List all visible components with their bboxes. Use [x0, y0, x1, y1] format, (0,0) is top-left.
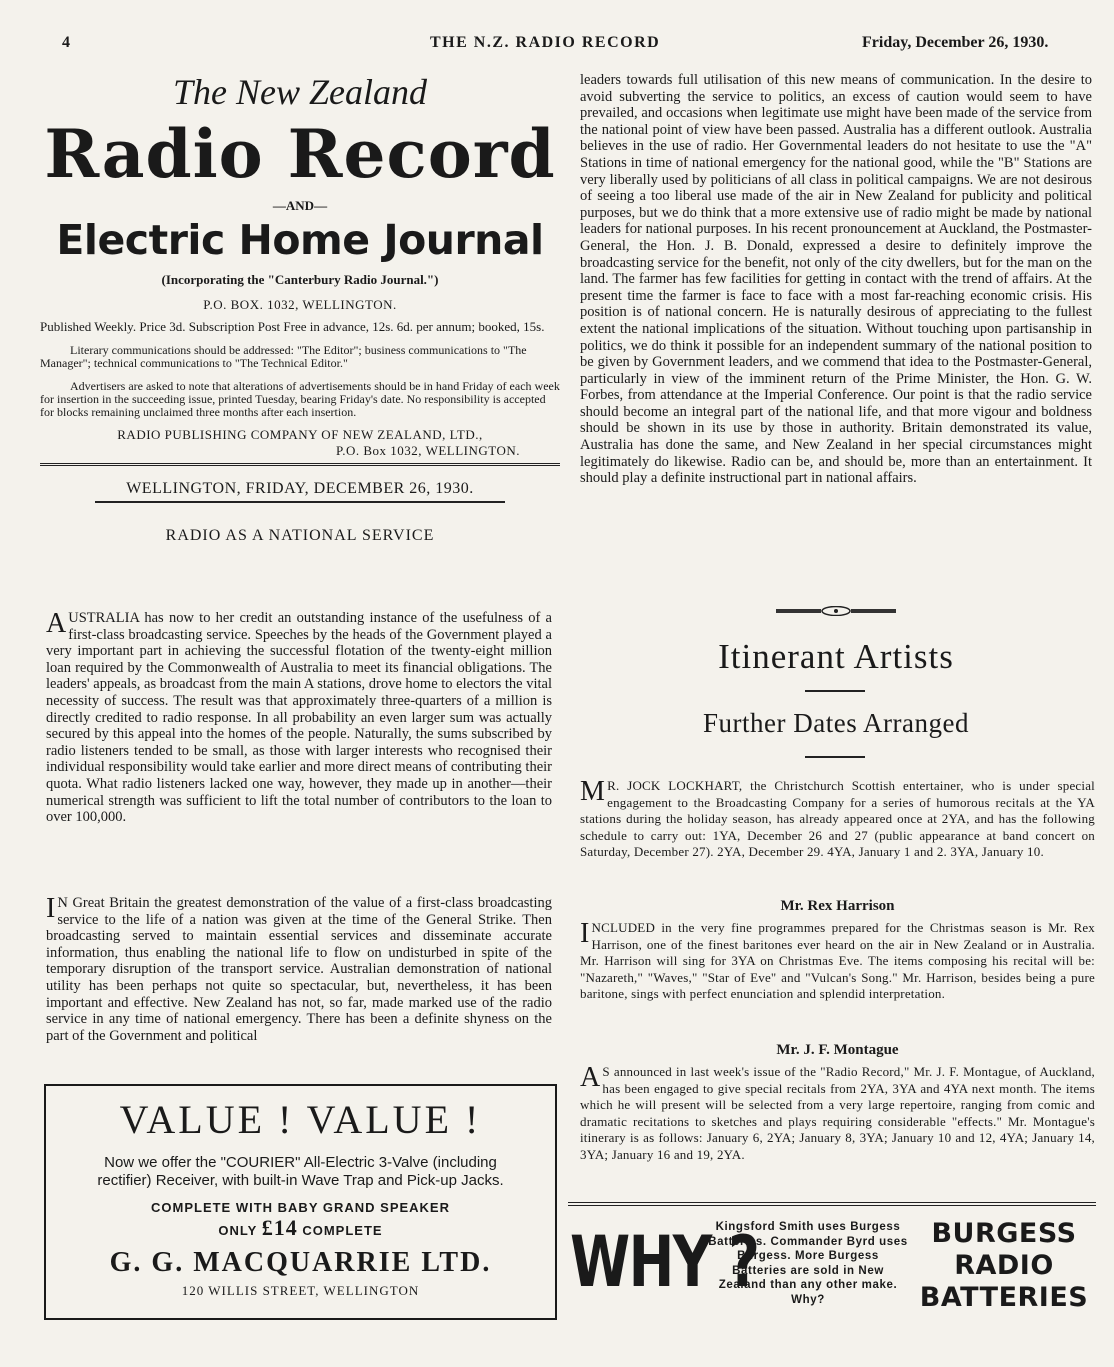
itinerant-paragraph-2	[580, 920, 1095, 1003]
itinerant-text-1: R. JOCK LOCKHART, the Christchurch Scottish entertainer, who is under special engagement to the Broadcasting Company for a series of humorous recitals at the YA stations during the holiday season, has already appeared once at 2YA, and has the following schedule to carry out: 1YA, December 26 and 27 (public appearance at band concert on Saturday, December 27). 2YA, December 29. 4YA, January 1 and 2. 3YA, January 10.	[580, 778, 1095, 859]
ad-only: ONLY	[218, 1223, 258, 1238]
masthead-incorporating: (Incorporating the "Canterbury Radio Journal.")	[161, 272, 439, 287]
ad-complete: COMPLETE	[302, 1223, 383, 1238]
ad-company: G. G. MACQUARRIE LTD.	[109, 1247, 492, 1278]
ad-price: £14	[261, 1215, 298, 1240]
ad-complete-line: COMPLETE WITH BABY GRAND SPEAKER	[151, 1200, 450, 1215]
masthead-and: —AND—	[272, 198, 328, 213]
issue-rule	[95, 501, 505, 503]
running-date: Friday, December 26, 1930.	[862, 34, 1049, 51]
ad-rule	[568, 1202, 1096, 1206]
itinerant-paragraph-1	[580, 778, 1095, 861]
masthead-subtitle: Electric Home Journal	[56, 216, 544, 264]
burgess-advertisement	[568, 1212, 1096, 1322]
brand-line-2: RADIO	[954, 1250, 1054, 1281]
drop-cap: A	[46, 608, 67, 639]
leader-title: RADIO AS A NATIONAL SERVICE	[165, 527, 435, 544]
masthead-company: RADIO PUBLISHING COMPANY OF NEW ZEALAND, LTD.,	[117, 427, 483, 442]
editorial-text-3: leaders towards full utilisation of this new means of communication. In the desire to avoid subverting the service to politics, an excess of caution would seem to have prevailed, and occasions when legitimate use might have been made of the service from the national point of view have been passed. Australia has a different outlook. Australia believes in the use of radio. Her Governmental leaders do not hesitate to use the "A" Stations in time of national emergency for the national good, while the "B" Stations are very liberally used by politicians of all class in political campaigns. We are not desirous of seeing a too liberal use made of the air in New Zealand for publicity and political purposes, but we do think that a more extensive use of radio might be made by national leaders for national purposes. In his recent pronouncement at Auckland, the Postmaster-General, the Hon. J. B. Donald, expressed a desire to definitely improve the broadcasting service for the benefit, not only of the city dwellers, but for the man on the land. The farmer has few facilities for getting in contact with the trend of affairs. At the present time the farmer is face to face with a most far-reaching economic crisis. His position is of national concern. He is naturally desirous of appreciating to the fullest extent the national implications of the situation. Without touching upon partisanship in politics, we do think it possible for an independent summary of the national position to be given by Government leaders, and we commend that idea to the Postmaster-General, particularly in view of the imminent return of the Prime Minister, the Hon. G. W. Forbes, from attendance at the Imperial Conference. Our point is that the radio service should become an integral part of the national life, and that more vigour and boldness should be shown in its use by those in authority. Britain demonstrated its value, Australia has done the same, and New Zealand in her special circumstances might legitimately do likewise. Radio can be, and should be, more than an entertainment. It should play a definite instructional part in national affairs.	[580, 72, 1092, 487]
subheading-rex-harrison: Mr. Rex Harrison	[780, 898, 895, 914]
itinerant-paragraph-3	[580, 1064, 1095, 1163]
ad-price-line	[46, 1215, 555, 1241]
drop-cap: M	[580, 776, 606, 807]
masthead-published: Published Weekly. Price 3d. Subscription Post Free in advance, 12s. 6d. per annum; booked, 15s.	[40, 319, 545, 334]
issue-dateline: WELLINGTON, FRIDAY, DECEMBER 26, 1930.	[126, 480, 474, 497]
value-advertisement	[44, 1084, 557, 1320]
ad-title: VALUE ! VALUE !	[119, 1097, 482, 1142]
masthead-line1: The New Zealand	[172, 72, 427, 112]
itinerant-subtitle: Further Dates Arranged	[703, 708, 969, 738]
subtitle-rule	[805, 756, 865, 758]
drop-cap: A	[580, 1062, 601, 1093]
running-head	[0, 34, 1114, 58]
editorial-paragraph-3	[580, 72, 1092, 487]
editorial-text-1: USTRALIA has now to her credit an outstanding instance of the usefulness of a first-class broadcasting service. Speeches by the heads of the Government played a very important part in achieving the successful flotation of the twenty-eight million loan required by the Commonwealth of Australia to meet its financial obligations. The leaders' appeals, as broadcast from the main A stations, drove home to electors the vital necessity of success. The result was that approximately three-quarters of a million is directly credited to radio response. In all probability an even larger sum was actually secured by this appeal into the homes of the people. Naturally, the sums subscribed by radio listeners tended to be small, as those with larger interests who recognised their individual responsibility would take earlier and more direct means of contributing their quota. What radio listeners lacked one way, however, they made up in another—their numerical strength was sufficient to lift the total number of contributors to the loan to over 100,000.	[46, 610, 552, 826]
itinerant-text-2: NCLUDED in the very fine programmes prepared for the Christmas season is Mr. Rex Harrison, one of the finest baritones ever heard on the air in New Zealand or in Australia. Mr. Harrison will sing for 3YA on Christmas Eve. The items composing his recital will be: "Nazareth," "Waves," "Star of Eve" and "Vulcan's Song." Mr. Harrison, besides being a pure baritone, sings with perfect enunciation and splendid interpretation.	[580, 920, 1095, 1001]
burgess-brand	[916, 1218, 1092, 1314]
masthead-block	[40, 70, 560, 545]
ad-body: Now we offer the "COURIER" All-Electric 3-Valve (including rectifier) Receiver, with built-in Wave Trap and Pick-up Jacks.	[97, 1154, 504, 1189]
masthead-title: Radio Record	[44, 115, 556, 193]
masthead-advertisers: Advertisers are asked to note that alterations of advertisements should be in hand Friday of each week for insertion in the succeeding issue, printed Tuesday, bearing Friday's date. No responsibility is accepted for blocks remaining unclaimed three months after each insertion.	[40, 379, 560, 419]
editorial-paragraph-2	[46, 895, 552, 1044]
title-rule	[805, 690, 865, 692]
subheading-montague: Mr. J. F. Montague	[776, 1042, 899, 1058]
brand-line-1: BURGESS	[931, 1218, 1077, 1249]
page-number: 4	[62, 34, 70, 51]
editorial-paragraph-1	[46, 610, 552, 826]
itinerant-title: Itinerant Artists	[718, 637, 954, 676]
running-masthead: THE N.Z. RADIO RECORD	[430, 34, 661, 51]
ornament-divider	[776, 606, 896, 616]
masthead-rule	[40, 463, 560, 466]
editorial-text-2: N Great Britain the greatest demonstration of the value of a first-class broadcasting service to the life of a nation was given at the time of the General Strike. Then broadcasting served to maintain essential services and disseminate accurate information, thus enabling the national life to flow on undisturbed in spite of the temporary disruption of the transport service. Australian demonstration of national utility has been perhaps not quite so spectacular, but, nevertheless, it has been important and effective. New Zealand has not, so far, made marked use of the radio service in any time of national emergency. There has been a definite shyness on the part of the Government and political	[46, 895, 552, 1044]
brand-line-3: BATTERIES	[919, 1282, 1089, 1313]
drop-cap: I	[580, 918, 590, 949]
masthead-literary: Literary communications should be addressed: "The Editor"; business communications to "The Manager"; technical communications to "The Technical Editor."	[40, 343, 527, 370]
drop-cap: I	[46, 893, 56, 924]
itinerant-text-3: S announced in last week's issue of the "Radio Record," Mr. J. F. Montague, of Auckland, has been engaged to give special recitals from 2YA, 3YA and 4YA next month. The items which he will present will be selected from a very large repertoire, ranging from comic and dramatic recitations to sketches and plays requiring considerable "effects." Mr. Montague's itinerary is as follows: January 6, 2YA; January 8, 3YA; January 10 and 12, 4YA; January 14, 3YA; January 16 and 19, 2YA.	[580, 1064, 1095, 1162]
masthead-po-box: P.O. BOX. 1032, WELLINGTON.	[203, 297, 397, 312]
why-heading: WHY ?	[570, 1221, 759, 1303]
masthead-company-box: P.O. Box 1032, WELLINGTON.	[335, 443, 520, 458]
ad-address: 120 WILLIS STREET, WELLINGTON	[181, 1283, 420, 1298]
burgess-blurb: Kingsford Smith uses Burgess Batteries. Commander Byrd uses Burgess. More Burgess Batteries are sold in New Zealand than any other make. Why?	[708, 1221, 908, 1306]
